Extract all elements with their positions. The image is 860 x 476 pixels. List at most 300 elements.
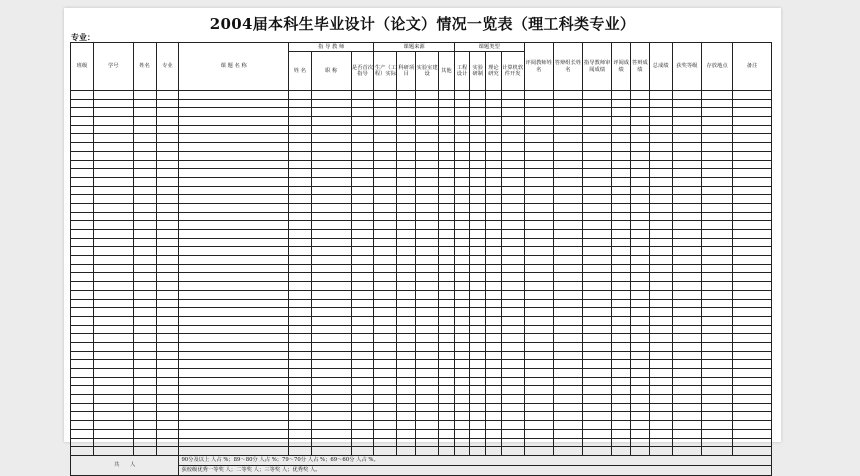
table-cell[interactable] [733, 308, 772, 317]
table-cell[interactable] [631, 264, 650, 273]
table-cell[interactable] [454, 351, 470, 360]
table-cell[interactable] [439, 203, 455, 212]
table-cell[interactable] [311, 299, 351, 308]
table-cell[interactable] [672, 99, 701, 108]
table-cell[interactable] [612, 91, 631, 100]
table-cell[interactable] [374, 91, 397, 100]
table-cell[interactable] [454, 212, 470, 221]
table-cell[interactable] [156, 342, 179, 351]
table-cell[interactable] [470, 316, 486, 325]
table-cell[interactable] [583, 386, 612, 395]
table-cell[interactable] [454, 403, 470, 412]
table-cell[interactable] [71, 447, 94, 456]
table-cell[interactable] [454, 151, 470, 160]
table-cell[interactable] [311, 264, 351, 273]
table-cell[interactable] [553, 308, 582, 317]
table-cell[interactable] [93, 134, 133, 143]
table-cell[interactable] [649, 273, 672, 282]
table-cell[interactable] [612, 395, 631, 404]
table-cell[interactable] [133, 99, 156, 108]
table-cell[interactable] [416, 143, 439, 152]
table-cell[interactable] [612, 447, 631, 456]
table-cell[interactable] [501, 412, 524, 421]
table-cell[interactable] [71, 273, 94, 282]
table-cell[interactable] [631, 438, 650, 447]
table-cell[interactable] [351, 395, 374, 404]
table-cell[interactable] [631, 403, 650, 412]
table-cell[interactable] [486, 186, 502, 195]
table-cell[interactable] [583, 447, 612, 456]
table-cell[interactable] [93, 247, 133, 256]
table-cell[interactable] [501, 299, 524, 308]
table-cell[interactable] [179, 186, 289, 195]
table-cell[interactable] [156, 108, 179, 117]
table-cell[interactable] [501, 134, 524, 143]
table-cell[interactable] [374, 282, 397, 291]
table-cell[interactable] [416, 91, 439, 100]
table-cell[interactable] [672, 395, 701, 404]
table-cell[interactable] [156, 238, 179, 247]
table-cell[interactable] [649, 99, 672, 108]
table-cell[interactable] [397, 99, 416, 108]
table-cell[interactable] [553, 429, 582, 438]
table-cell[interactable] [701, 360, 732, 369]
table-cell[interactable] [439, 125, 455, 134]
table-cell[interactable] [470, 412, 486, 421]
table-cell[interactable] [631, 247, 650, 256]
table-cell[interactable] [156, 447, 179, 456]
table-cell[interactable] [397, 377, 416, 386]
table-cell[interactable] [501, 386, 524, 395]
table-cell[interactable] [351, 377, 374, 386]
table-cell[interactable] [454, 308, 470, 317]
table-cell[interactable] [93, 316, 133, 325]
table-cell[interactable] [416, 351, 439, 360]
table-cell[interactable] [701, 160, 732, 169]
table-cell[interactable] [71, 91, 94, 100]
table-cell[interactable] [288, 264, 311, 273]
table-cell[interactable] [524, 221, 553, 230]
table-cell[interactable] [288, 125, 311, 134]
table-cell[interactable] [156, 429, 179, 438]
table-cell[interactable] [179, 316, 289, 325]
table-cell[interactable] [454, 325, 470, 334]
table-cell[interactable] [501, 264, 524, 273]
table-cell[interactable] [524, 369, 553, 378]
table-cell[interactable] [71, 403, 94, 412]
table-cell[interactable] [133, 334, 156, 343]
table-cell[interactable] [649, 386, 672, 395]
table-cell[interactable] [311, 203, 351, 212]
table-cell[interactable] [374, 169, 397, 178]
table-cell[interactable] [486, 273, 502, 282]
table-cell[interactable] [612, 438, 631, 447]
table-cell[interactable] [454, 316, 470, 325]
table-cell[interactable] [179, 151, 289, 160]
table-cell[interactable] [470, 369, 486, 378]
table-cell[interactable] [288, 186, 311, 195]
table-cell[interactable] [156, 308, 179, 317]
table-cell[interactable] [179, 238, 289, 247]
table-cell[interactable] [612, 342, 631, 351]
table-cell[interactable] [701, 308, 732, 317]
table-cell[interactable] [524, 125, 553, 134]
table-cell[interactable] [701, 299, 732, 308]
table-cell[interactable] [311, 412, 351, 421]
table-cell[interactable] [179, 325, 289, 334]
table-cell[interactable] [93, 273, 133, 282]
table-cell[interactable] [501, 212, 524, 221]
table-cell[interactable] [733, 186, 772, 195]
table-cell[interactable] [454, 247, 470, 256]
table-cell[interactable] [351, 325, 374, 334]
table-cell[interactable] [612, 143, 631, 152]
table-cell[interactable] [93, 160, 133, 169]
table-cell[interactable] [733, 412, 772, 421]
table-cell[interactable] [397, 177, 416, 186]
table-cell[interactable] [454, 429, 470, 438]
table-cell[interactable] [553, 403, 582, 412]
table-cell[interactable] [439, 438, 455, 447]
table-cell[interactable] [672, 125, 701, 134]
table-cell[interactable] [156, 151, 179, 160]
table-cell[interactable] [416, 325, 439, 334]
table-cell[interactable] [439, 256, 455, 265]
table-cell[interactable] [156, 195, 179, 204]
table-cell[interactable] [470, 386, 486, 395]
table-cell[interactable] [524, 316, 553, 325]
table-cell[interactable] [733, 160, 772, 169]
table-cell[interactable] [501, 395, 524, 404]
table-cell[interactable] [501, 308, 524, 317]
table-cell[interactable] [631, 125, 650, 134]
table-cell[interactable] [524, 377, 553, 386]
table-cell[interactable] [612, 186, 631, 195]
table-cell[interactable] [156, 160, 179, 169]
table-cell[interactable] [524, 386, 553, 395]
table-cell[interactable] [733, 325, 772, 334]
table-cell[interactable] [501, 177, 524, 186]
table-cell[interactable] [486, 412, 502, 421]
table-cell[interactable] [416, 369, 439, 378]
table-cell[interactable] [583, 134, 612, 143]
table-cell[interactable] [397, 316, 416, 325]
table-cell[interactable] [311, 91, 351, 100]
table-cell[interactable] [311, 351, 351, 360]
table-cell[interactable] [454, 143, 470, 152]
table-cell[interactable] [612, 134, 631, 143]
table-cell[interactable] [470, 438, 486, 447]
table-cell[interactable] [631, 117, 650, 126]
table-cell[interactable] [672, 386, 701, 395]
table-cell[interactable] [470, 395, 486, 404]
table-cell[interactable] [288, 325, 311, 334]
table-cell[interactable] [93, 395, 133, 404]
table-cell[interactable] [416, 429, 439, 438]
table-cell[interactable] [288, 334, 311, 343]
table-cell[interactable] [374, 429, 397, 438]
table-cell[interactable] [351, 316, 374, 325]
table-cell[interactable] [470, 160, 486, 169]
table-cell[interactable] [133, 421, 156, 430]
table-cell[interactable] [439, 412, 455, 421]
table-cell[interactable] [71, 282, 94, 291]
table-cell[interactable] [583, 377, 612, 386]
table-cell[interactable] [672, 203, 701, 212]
table-cell[interactable] [93, 299, 133, 308]
table-cell[interactable] [501, 169, 524, 178]
table-cell[interactable] [93, 282, 133, 291]
table-cell[interactable] [397, 351, 416, 360]
table-cell[interactable] [288, 160, 311, 169]
table-cell[interactable] [701, 99, 732, 108]
table-cell[interactable] [374, 212, 397, 221]
table-cell[interactable] [470, 134, 486, 143]
table-cell[interactable] [524, 151, 553, 160]
table-cell[interactable] [701, 403, 732, 412]
table-cell[interactable] [701, 247, 732, 256]
table-cell[interactable] [524, 186, 553, 195]
table-cell[interactable] [672, 177, 701, 186]
table-cell[interactable] [524, 273, 553, 282]
table-cell[interactable] [179, 421, 289, 430]
table-cell[interactable] [71, 351, 94, 360]
table-cell[interactable] [649, 447, 672, 456]
table-cell[interactable] [351, 134, 374, 143]
table-cell[interactable] [631, 108, 650, 117]
table-cell[interactable] [553, 256, 582, 265]
table-cell[interactable] [133, 108, 156, 117]
table-cell[interactable] [397, 108, 416, 117]
table-cell[interactable] [374, 125, 397, 134]
table-cell[interactable] [71, 203, 94, 212]
table-cell[interactable] [486, 360, 502, 369]
table-cell[interactable] [351, 403, 374, 412]
table-cell[interactable] [93, 429, 133, 438]
table-cell[interactable] [672, 108, 701, 117]
table-cell[interactable] [733, 195, 772, 204]
table-cell[interactable] [733, 134, 772, 143]
table-cell[interactable] [486, 212, 502, 221]
table-cell[interactable] [71, 195, 94, 204]
table-cell[interactable] [454, 369, 470, 378]
table-cell[interactable] [351, 108, 374, 117]
table-cell[interactable] [439, 342, 455, 351]
table-cell[interactable] [374, 264, 397, 273]
table-cell[interactable] [351, 117, 374, 126]
table-cell[interactable] [351, 342, 374, 351]
table-cell[interactable] [524, 91, 553, 100]
table-cell[interactable] [612, 195, 631, 204]
table-cell[interactable] [524, 177, 553, 186]
table-cell[interactable] [612, 412, 631, 421]
table-cell[interactable] [583, 203, 612, 212]
table-cell[interactable] [649, 134, 672, 143]
table-cell[interactable] [179, 351, 289, 360]
table-cell[interactable] [416, 177, 439, 186]
table-cell[interactable] [553, 160, 582, 169]
table-cell[interactable] [649, 125, 672, 134]
table-cell[interactable] [701, 151, 732, 160]
table-cell[interactable] [179, 134, 289, 143]
table-cell[interactable] [156, 282, 179, 291]
table-cell[interactable] [351, 186, 374, 195]
table-cell[interactable] [374, 151, 397, 160]
table-cell[interactable] [501, 151, 524, 160]
table-cell[interactable] [470, 342, 486, 351]
table-cell[interactable] [374, 230, 397, 239]
table-cell[interactable] [416, 108, 439, 117]
table-cell[interactable] [288, 351, 311, 360]
table-cell[interactable] [397, 160, 416, 169]
table-cell[interactable] [501, 403, 524, 412]
table-cell[interactable] [524, 212, 553, 221]
table-cell[interactable] [416, 412, 439, 421]
table-cell[interactable] [501, 447, 524, 456]
table-cell[interactable] [612, 325, 631, 334]
table-cell[interactable] [71, 386, 94, 395]
table-cell[interactable] [553, 230, 582, 239]
table-cell[interactable] [311, 169, 351, 178]
table-cell[interactable] [439, 429, 455, 438]
table-cell[interactable] [439, 282, 455, 291]
table-cell[interactable] [612, 151, 631, 160]
table-cell[interactable] [71, 134, 94, 143]
table-cell[interactable] [553, 247, 582, 256]
table-cell[interactable] [486, 342, 502, 351]
table-cell[interactable] [133, 177, 156, 186]
table-cell[interactable] [486, 421, 502, 430]
table-cell[interactable] [454, 177, 470, 186]
table-cell[interactable] [374, 273, 397, 282]
table-cell[interactable] [733, 421, 772, 430]
table-cell[interactable] [486, 195, 502, 204]
table-cell[interactable] [470, 282, 486, 291]
table-cell[interactable] [71, 177, 94, 186]
table-cell[interactable] [553, 169, 582, 178]
table-cell[interactable] [501, 438, 524, 447]
table-cell[interactable] [701, 186, 732, 195]
table-cell[interactable] [649, 360, 672, 369]
table-cell[interactable] [71, 395, 94, 404]
table-cell[interactable] [156, 351, 179, 360]
table-cell[interactable] [397, 282, 416, 291]
table-cell[interactable] [133, 447, 156, 456]
table-cell[interactable] [311, 238, 351, 247]
table-cell[interactable] [649, 177, 672, 186]
table-cell[interactable] [631, 447, 650, 456]
table-cell[interactable] [71, 212, 94, 221]
table-cell[interactable] [501, 186, 524, 195]
table-cell[interactable] [416, 273, 439, 282]
table-cell[interactable] [470, 99, 486, 108]
table-cell[interactable] [439, 195, 455, 204]
table-cell[interactable] [71, 299, 94, 308]
table-cell[interactable] [416, 447, 439, 456]
table-cell[interactable] [649, 334, 672, 343]
table-cell[interactable] [649, 169, 672, 178]
table-cell[interactable] [156, 117, 179, 126]
table-cell[interactable] [156, 334, 179, 343]
table-cell[interactable] [416, 264, 439, 273]
table-cell[interactable] [351, 203, 374, 212]
table-cell[interactable] [454, 230, 470, 239]
table-cell[interactable] [672, 212, 701, 221]
table-cell[interactable] [486, 151, 502, 160]
table-cell[interactable] [311, 195, 351, 204]
table-cell[interactable] [133, 369, 156, 378]
table-cell[interactable] [553, 134, 582, 143]
table-cell[interactable] [501, 160, 524, 169]
table-cell[interactable] [553, 412, 582, 421]
table-cell[interactable] [583, 325, 612, 334]
table-cell[interactable] [501, 316, 524, 325]
table-cell[interactable] [156, 212, 179, 221]
table-cell[interactable] [439, 160, 455, 169]
table-cell[interactable] [649, 160, 672, 169]
table-cell[interactable] [133, 438, 156, 447]
table-cell[interactable] [351, 143, 374, 152]
table-cell[interactable] [439, 351, 455, 360]
table-cell[interactable] [649, 256, 672, 265]
table-cell[interactable] [397, 264, 416, 273]
table-cell[interactable] [553, 203, 582, 212]
table-cell[interactable] [133, 125, 156, 134]
table-cell[interactable] [71, 308, 94, 317]
table-cell[interactable] [439, 151, 455, 160]
table-cell[interactable] [701, 134, 732, 143]
table-cell[interactable] [133, 377, 156, 386]
table-cell[interactable] [374, 360, 397, 369]
table-cell[interactable] [501, 195, 524, 204]
table-cell[interactable] [553, 290, 582, 299]
table-cell[interactable] [179, 212, 289, 221]
table-cell[interactable] [470, 169, 486, 178]
table-cell[interactable] [133, 360, 156, 369]
table-cell[interactable] [397, 438, 416, 447]
table-cell[interactable] [631, 273, 650, 282]
table-cell[interactable] [288, 429, 311, 438]
table-cell[interactable] [631, 412, 650, 421]
table-cell[interactable] [733, 351, 772, 360]
table-cell[interactable] [311, 247, 351, 256]
table-cell[interactable] [524, 395, 553, 404]
table-cell[interactable] [351, 447, 374, 456]
table-cell[interactable] [156, 143, 179, 152]
table-cell[interactable] [416, 125, 439, 134]
table-cell[interactable] [179, 282, 289, 291]
table-cell[interactable] [288, 117, 311, 126]
table-cell[interactable] [701, 230, 732, 239]
table-cell[interactable] [416, 290, 439, 299]
table-cell[interactable] [179, 177, 289, 186]
table-cell[interactable] [631, 421, 650, 430]
table-cell[interactable] [454, 290, 470, 299]
table-cell[interactable] [672, 290, 701, 299]
table-cell[interactable] [179, 273, 289, 282]
table-cell[interactable] [71, 412, 94, 421]
table-cell[interactable] [374, 195, 397, 204]
table-cell[interactable] [501, 91, 524, 100]
table-cell[interactable] [486, 91, 502, 100]
table-cell[interactable] [351, 369, 374, 378]
table-cell[interactable] [672, 360, 701, 369]
table-cell[interactable] [93, 421, 133, 430]
table-cell[interactable] [397, 447, 416, 456]
table-cell[interactable] [631, 369, 650, 378]
table-cell[interactable] [133, 221, 156, 230]
table-cell[interactable] [672, 369, 701, 378]
